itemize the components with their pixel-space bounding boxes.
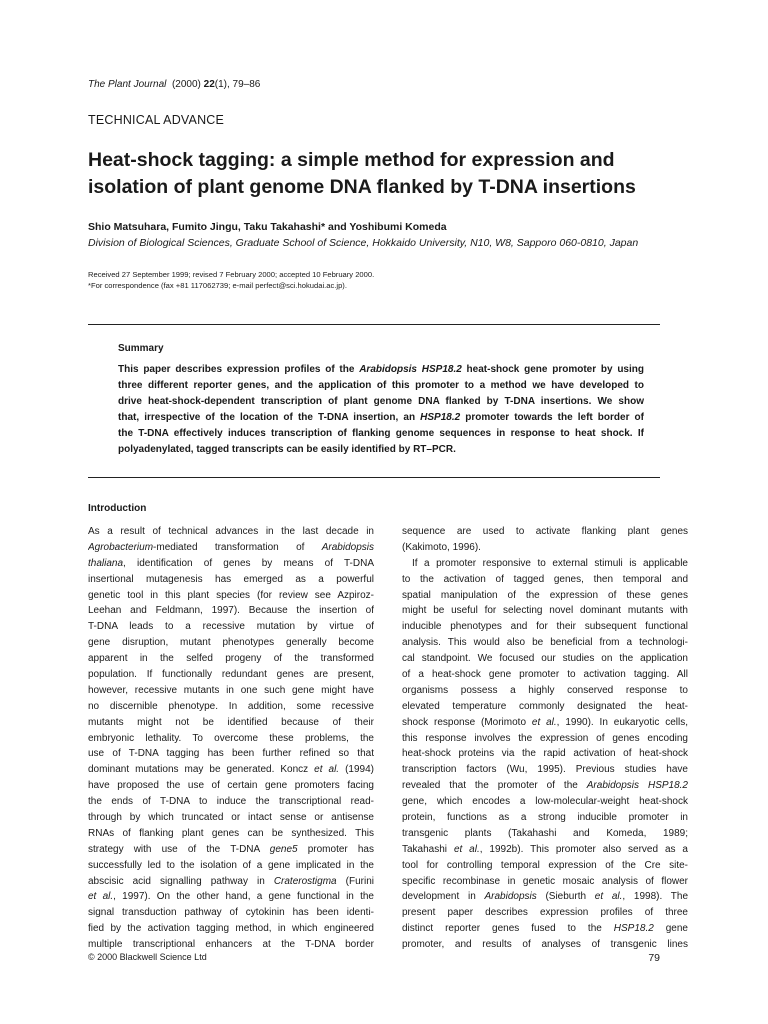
- summary-line: three different reporter genes, and the application of this promoter to a method we have developed to: [118, 380, 644, 391]
- body-text-line: through by which truncated or intact sense or antisense: [88, 812, 374, 824]
- body-text-line: analysis. This would also be beneficial from a technologi-: [402, 637, 688, 649]
- body-text-line: specific recombinase in genetic mosaic analysis of flower: [402, 875, 688, 887]
- article-title: [88, 147, 688, 201]
- body-text-line: organisms possess a highly conserved response to: [402, 684, 688, 696]
- body-text-line: cal standpoint. We focused our studies on the application: [402, 653, 688, 665]
- body-text-line: gene disruption, mutant phenotypes generally become: [88, 637, 374, 649]
- body-text-line: elevated temperature commonly designated the heat-: [402, 700, 688, 712]
- section-label: TECHNICAL ADVANCE: [88, 113, 225, 127]
- article-history: [88, 269, 374, 291]
- journal-year: (2000): [171, 79, 201, 90]
- body-text-line: T-DNA leads to a recessive mutation by virtue of: [88, 621, 374, 633]
- summary-body: [118, 362, 644, 458]
- body-text-line: transcription factors (Wu, 1995). Previous studies have: [402, 764, 688, 776]
- summary-line: that, irrespective of the location of the T-DNA insertion, an HSP18.2 promoter towards the left border of: [118, 412, 644, 423]
- body-text-line: (Kakimoto, 1996).: [402, 541, 481, 553]
- left-column: [88, 524, 374, 953]
- summary-line: polyadenylated, tagged transcripts can be easily identified by RT–PCR.: [118, 444, 456, 455]
- summary-line: the T-DNA effectively induces transcription of flanking genome sequences in response to heat shock. If: [118, 428, 644, 439]
- body-text-line: apparent in the selfed progeny of the transformed: [88, 653, 374, 665]
- body-text-line: genetic tool in this plant species (for review see Azpiroz-: [88, 589, 374, 601]
- body-text-line: Takahashi et al., 1992b). This promoter also served as a: [402, 843, 688, 855]
- body-text-line: of a heat-shock gene promoter to activation tagging. All: [402, 669, 688, 681]
- body-text-line: abscisic acid signalling pathway in Craterostigma (Furini: [88, 875, 374, 887]
- introduction-heading: Introduction: [88, 503, 147, 514]
- body-text-line: fied by the activation tagging method, in which engineered: [88, 923, 374, 935]
- divider-bottom: [88, 477, 660, 478]
- body-text-line: signal transduction pathway of cytokinin has been identi-: [88, 907, 374, 919]
- journal-citation: [88, 79, 260, 90]
- body-text-line: gene, which encodes a low-molecular-weight heat-shock: [402, 796, 688, 808]
- summary-line: This paper describes expression profiles of the Arabidopsis HSP18.2 heat-shock gene promoter by using: [118, 364, 644, 375]
- summary-line: drive heat-shock-dependent transcription of plant genome DNA flanked by T-DNA insertions. We show: [118, 396, 644, 407]
- body-text-line: sequence are used to activate flanking plant genes: [402, 526, 688, 537]
- body-text-line: Agrobacterium-mediated transformation of Arabidopsis: [88, 541, 374, 553]
- body-text-line: strategy with use of the T-DNA gene5 promoter has: [88, 843, 374, 855]
- body-text-line: have proposed the use of certain gene promoters facing: [88, 780, 374, 792]
- body-text-line: protein, functions as a strong inducible promoter in: [402, 812, 688, 824]
- body-text-line: might be useful for selecting novel dominant mutants with: [402, 605, 688, 617]
- divider-top: [88, 324, 660, 325]
- body-text-line: Leehan and Feldmann, 1997). Because the insertion of: [88, 605, 374, 617]
- body-text-line: development in Arabidopsis (Sieburth et al., 1998). The: [402, 891, 688, 903]
- body-text-line: population. If functionally redundant genes are present,: [88, 669, 374, 681]
- journal-volume: 22: [203, 79, 215, 90]
- body-text-line: transgenic plants (Takahashi and Komeda, 1989;: [402, 827, 688, 839]
- body-text-line: et al., 1997). On the other hand, a gene functional in the: [88, 891, 374, 903]
- body-text-line: shock response (Morimoto et al., 1990). In eukaryotic cells,: [402, 716, 688, 728]
- body-text-line: mutants might not be identified because of their: [88, 716, 374, 728]
- body-text-line: however, recessive mutants in one such gene might have: [88, 684, 374, 696]
- body-text-line: embryonic lethality. To overcome these problems, the: [88, 732, 374, 744]
- body-text-line: tool for controlling temporal expression of the Cre site-: [402, 859, 688, 871]
- body-text-line: revealed that the promoter of the Arabidopsis HSP18.2: [402, 780, 688, 792]
- journal-issue-pages: (1), 79–86: [214, 79, 261, 90]
- body-text-line: the ends of T-DNA to induce the transcriptional read-: [88, 796, 374, 808]
- body-text-line: use of T-DNA tagging has been further refined so that: [88, 748, 374, 760]
- title-line: isolation of plant genome DNA flanked by T-DNA insertions: [88, 176, 636, 198]
- received-dates: Received 27 September 1999; revised 7 February 2000; accepted 10 February 2000.: [88, 270, 375, 279]
- body-text-line: no discernible phenotype. In addition, some recessive: [88, 700, 374, 712]
- body-text-line: multiple transcriptional enhancers at the T-DNA border: [88, 939, 374, 951]
- body-text-line: insertional mutagenesis has emerged as a powerful: [88, 573, 374, 585]
- body-text-line: thaliana, identification of genes by means of T-DNA: [88, 557, 374, 569]
- body-text-line: As a result of technical advances in the last decade in: [88, 526, 374, 537]
- body-text-line: spatial manipulation of the expression of these genes: [402, 589, 688, 601]
- body-text-line: promoter, and results of analyses of transgenic lines: [402, 939, 688, 951]
- body-text-line: distinct reporter genes fused to the HSP18.2 gene: [402, 923, 688, 935]
- body-text-line: present paper describes expression profiles of three: [402, 907, 688, 919]
- affiliation: Division of Biological Sciences, Graduate School of Science, Hokkaido University, N10, W8, Sapporo 060-0810, Japan: [88, 237, 639, 249]
- copyright-notice: © 2000 Blackwell Science Ltd: [88, 952, 207, 962]
- right-column: [402, 524, 688, 953]
- body-text-line: heat-shock proteins via the rapid activation of heat-shock: [402, 748, 688, 760]
- body-text-line: to the activation of tagged genes, then temporal and: [402, 573, 688, 585]
- body-text-line: successfully led to the isolation of a gene implicated in the: [88, 859, 374, 871]
- body-text-line: dominant mutations may be generated. Koncz et al. (1994): [88, 764, 374, 776]
- correspondence-note: *For correspondence (fax +81 117062739; e-mail perfect@sci.hokudai.ac.jp).: [88, 281, 347, 290]
- title-line: Heat-shock tagging: a simple method for expression and: [88, 149, 615, 171]
- body-text-line: RNAs of flanking plant genes can be synthesized. This: [88, 827, 374, 839]
- body-text-line: If a promoter responsive to external stimuli is applicable: [412, 557, 688, 569]
- author-list: Shio Matsuhara, Fumito Jingu, Taku Takahashi* and Yoshibumi Komeda: [88, 221, 447, 233]
- summary-heading: Summary: [118, 343, 164, 354]
- page-number: 79: [648, 952, 660, 964]
- body-text-line: this response involves the expression of genes encoding: [402, 732, 688, 744]
- journal-name: The Plant Journal: [88, 79, 167, 90]
- body-text-line: inducible phenotypes and for their subsequent functional: [402, 621, 688, 633]
